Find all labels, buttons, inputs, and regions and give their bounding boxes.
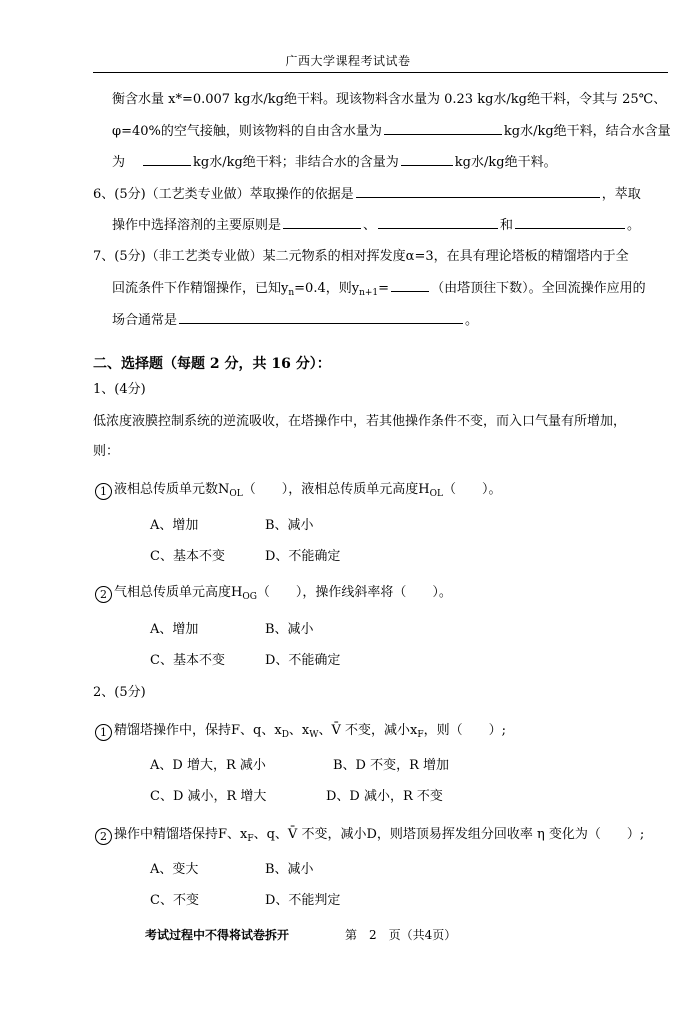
answer-blank[interactable] [515,216,625,229]
answer-blank[interactable] [356,185,600,198]
subscript: n [288,288,295,298]
option[interactable]: B、减小 [265,862,314,877]
q7-line-2 [112,279,646,302]
circled-number: 1 [95,483,112,500]
q7-line-3-pre: 场合通常是 [112,313,178,328]
option[interactable]: D、不能确定 [265,549,341,564]
c2-sub-1-text-4: ，则（ ）; [423,723,507,738]
subscript: D [281,730,289,740]
page-number: 第 2 页（共4页） [345,928,457,942]
section-title: 二、选择题（每题 2 分，共 16 分）： [93,356,331,372]
q7-line-1: 7、(5分)（非工艺类专业做）某二元物系的相对挥发度α=3，在具有理论塔板的精馏塔内于全 [93,249,629,264]
c2-sub-1-text-3: 、V̄ 不变，减小x [318,723,418,738]
q7-line-3 [112,311,478,330]
q5-line-3 [112,153,557,172]
q5-line-2 [112,122,671,141]
subscript: W [309,730,319,740]
q7-line-2-pre: 回流条件下作精馏操作，已知y [112,281,289,296]
answer-blank[interactable] [179,311,463,324]
subscript: OG [242,592,257,602]
c2-label: 2、(5分) [93,685,146,700]
c2-sub-2-text: 操作中精馏塔保持F、x [114,827,248,842]
answer-blank[interactable] [384,122,502,135]
c2-sub-1 [95,722,506,744]
option[interactable]: D、不能确定 [265,653,341,668]
option[interactable]: C、基本不变 [150,653,225,668]
option[interactable]: C、不变 [150,893,199,908]
q6-line-2 [112,216,640,235]
q5-line-2-post: kg水/kg绝干料，结合水含量 [503,124,671,139]
option[interactable]: B、减小 [265,622,314,637]
q6-line-1 [93,185,641,204]
c2-sub-1-text-2: 、x [288,723,310,738]
q7-line-2-mid2: = [378,281,390,296]
c1-sub-2 [95,584,452,606]
circled-number: 2 [95,586,112,603]
answer-blank[interactable] [283,216,361,229]
c2-sub-2 [95,826,644,848]
footer-notice: 考试过程中不得将试卷拆开 [145,928,290,942]
q6-line-2-sep1: 、 [363,218,377,233]
option[interactable]: B、D 不变，R 增加 [333,758,450,773]
option[interactable]: B、减小 [265,518,314,533]
q5-line-3-post: kg水/kg绝干料。 [454,155,557,170]
option[interactable]: A、增加 [150,518,199,533]
page-header-title: 广西大学课程考试试卷 [285,54,411,68]
q6-line-2-pre: 操作中选择溶剂的主要原则是 [112,218,282,233]
c2-sub-2-text-2: 、q、V̄ 不变，减小D，则塔顶易挥发组分回收率 η 变化为（ ）; [253,827,645,842]
option[interactable]: D、D 减小，R 不变 [326,789,443,804]
q7-line-2-post: （由塔顶往下数）。全回流操作应用的 [431,281,646,296]
c1-sub-1-post: （ ）。 [442,482,502,497]
q6-line-2-post: 。 [627,218,641,233]
answer-blank[interactable] [401,153,453,166]
c1-sub-2-post: （ ），操作线斜率将（ ）。 [256,585,452,600]
subscript: F [417,730,424,740]
q5-line-2-pre: φ=40%的空气接触，则该物料的自由含水量为 [112,124,382,139]
q7-line-2-mid: =0.4，则y [294,281,360,296]
answer-blank[interactable] [143,153,191,166]
option[interactable]: A、变大 [150,862,199,877]
subscript: n+1 [359,288,379,298]
c1-sub-1-pre: 液相总传质单元数N [114,482,230,497]
option[interactable]: A、D 增大，R 减小 [150,758,266,773]
c2-sub-1-text: 精馏塔操作中，保持F、q、x [114,723,282,738]
q7-line-3-post: 。 [465,313,479,328]
subscript: F [247,834,254,844]
c1-label: 1、(4分) [93,382,146,397]
answer-blank[interactable] [391,279,429,292]
q6-line-2-sep2: 和 [500,218,514,233]
c1-sub-2-pre: 气相总传质单元高度H [114,585,243,600]
c1-sub-1 [95,481,501,503]
option[interactable]: C、基本不变 [150,549,225,564]
q6-line-1-pre: 6、(5分)（工艺类专业做）萃取操作的依据是 [93,187,354,202]
q5-line-3-mid: kg水/kg绝干料；非结合水的含量为 [193,155,399,170]
circled-number: 1 [95,724,112,741]
q5-line-1: 衡含水量 x*=0.007 kg水/kg绝干料。现该物料含水量为 0.23 kg水/kg绝干料，令其与 25℃、 [112,92,667,107]
c1-sub-1-mid: （ ），液相总传质单元高度H [242,482,430,497]
answer-blank[interactable] [378,216,498,229]
option[interactable]: C、D 减小，R 增大 [150,789,267,804]
subscript: OL [229,489,243,499]
circled-number: 2 [95,828,112,845]
q5-line-3-pre: 为 [112,155,126,170]
header-rule [93,72,668,73]
c1-stem-1: 低浓度液膜控制系统的逆流吸收，在塔操作中，若其他操作条件不变，而入口气量有所增加， [93,414,627,429]
option[interactable]: A、增加 [150,622,199,637]
option[interactable]: D、不能判定 [265,893,341,908]
c1-stem-2: 则： [93,444,120,459]
q6-line-1-post: ，萃取 [601,187,641,202]
subscript: OL [429,489,443,499]
